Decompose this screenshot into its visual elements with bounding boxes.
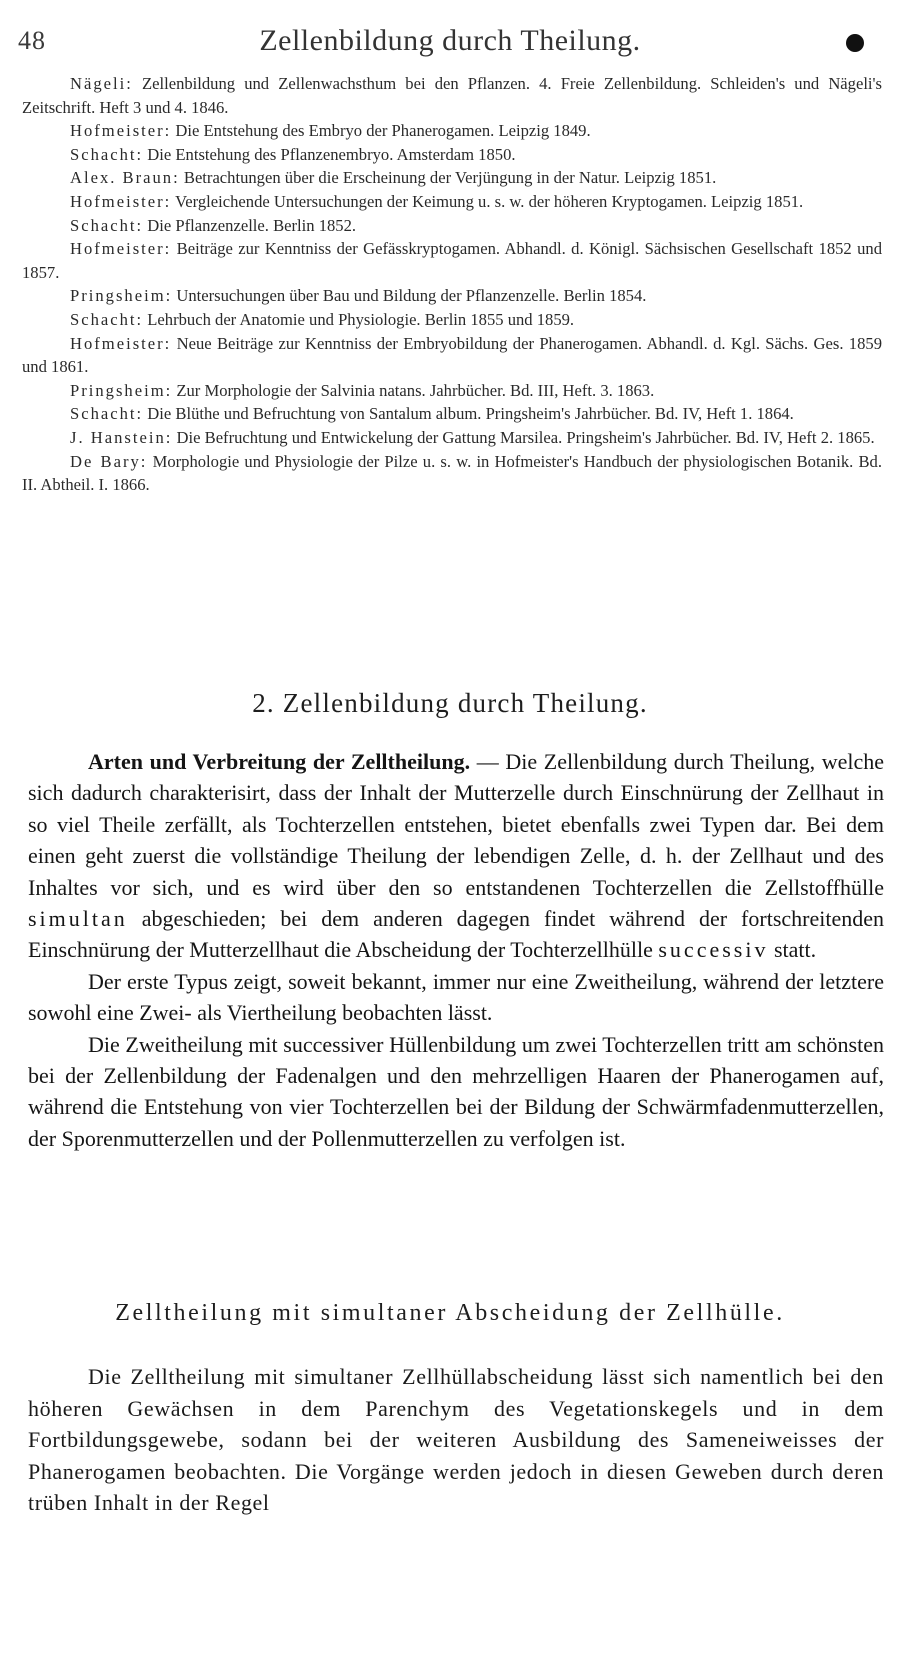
bibliography-author: J. Hanstein: bbox=[70, 427, 173, 447]
bibliography-entry bbox=[22, 402, 882, 426]
bibliography-entry bbox=[22, 308, 882, 332]
emphasis-text: successiv bbox=[658, 937, 769, 963]
body-paragraph: Die Zelltheilung mit simultaner Zellhüllabscheidung lässt sich namentlich bei den höheren Gewächsen in dem Parenchym des Vegetationskegels und in dem Fortbildungsgewebe, sodann bei der weiteren Ausbildung des Sameneiweisses der Phanerogamen beobachten. Die Vorgänge werden jedoch in diesen Geweben durch deren trüben Inhalt in der Regel bbox=[28, 1364, 884, 1516]
bibliography-text: Lehrbuch der Anatomie und Physiologie. Berlin 1855 und 1859. bbox=[147, 309, 575, 329]
bibliography-author: Pringsheim: bbox=[70, 380, 173, 400]
running-title: Zellenbildung durch Theilung. bbox=[259, 24, 641, 57]
bibliography-text: Die Entstehung des Embryo der Phanerogamen. Leipzig 1849. bbox=[175, 121, 591, 141]
bibliography-author: Schacht: bbox=[70, 309, 144, 329]
bibliography-text: Die Blüthe und Befruchtung von Santalum album. Pringsheim's Jahrbücher. Bd. IV, Heft 1. 1864. bbox=[147, 404, 794, 424]
bibliography-entry bbox=[22, 450, 882, 497]
body-paragraph: Der erste Typus zeigt, soweit bekannt, immer nur eine Zweitheilung, während der letztere sowohl eine Zwei- als Viertheilung beobachten lässt. bbox=[28, 968, 884, 1026]
bibliography-text: Zellenbildung und Zellenwachsthum bei den Pflanzen. 4. Freie Zellenbildung. Schleiden's und Nägeli's Zeitschrift. Heft 3 und 4. 1846. bbox=[22, 74, 882, 117]
bibliography-entry bbox=[22, 379, 882, 403]
section-body bbox=[28, 746, 884, 1154]
bibliography-author: Pringsheim: bbox=[70, 286, 173, 306]
bibliography-entry bbox=[22, 237, 882, 284]
page-header bbox=[0, 22, 900, 62]
bibliography-author: Schacht: bbox=[70, 404, 144, 424]
bibliography-entry bbox=[22, 119, 882, 143]
paragraph-text: statt. bbox=[768, 937, 817, 963]
bibliography-entry bbox=[22, 214, 882, 238]
bibliography-text: Vergleichende Untersuchungen der Keimung u. s. w. der höheren Kryptogamen. Leipzig 1851. bbox=[175, 191, 804, 211]
paragraph-text: abgeschieden; bei dem anderen dagegen findet während der fortschreitenden Einschnürung der Mutterzellhaut die Abscheidung der Tochterzellhülle bbox=[28, 906, 884, 963]
body-paragraph: Die Zweitheilung mit successiver Hüllenbildung um zwei Tochterzellen tritt am schönsten bei der Zellenbildung der Fadenalgen und den mehrzelligen Haaren der Phanerogamen auf, während die Entstehung von vier Tochterzellen bei der Bildung der Schwärmfadenmutterzellen, der Sporenmutterzellen und der Pollenmutterzellen zu verfolgen ist. bbox=[28, 1031, 884, 1151]
bibliography-entry bbox=[22, 166, 882, 190]
bibliography-entry bbox=[22, 190, 882, 214]
section-heading: 2. Zellenbildung durch Theilung. bbox=[252, 688, 648, 718]
bibliography-author: Hofmeister: bbox=[70, 121, 172, 141]
subsection-body bbox=[28, 1361, 884, 1519]
bibliography-text: Morphologie und Physiologie der Pilze u. s. w. in Hofmeister's Handbuch der physiologischen Botanik. Bd. II. Abtheil. I. 1866. bbox=[22, 451, 882, 495]
ink-blot-mark bbox=[846, 34, 864, 52]
bibliography-text: Die Befruchtung und Entwickelung der Gattung Marsilea. Pringsheim's Jahrbücher. Bd. IV, Heft 2. 1865. bbox=[176, 427, 875, 447]
bibliography-author: Schacht: bbox=[70, 144, 144, 164]
bibliography-text: Die Pflanzenzelle. Berlin 1852. bbox=[147, 215, 357, 235]
bibliography-entry bbox=[22, 72, 882, 119]
bibliography-author: Nägeli: bbox=[70, 74, 133, 93]
bibliography-author: Hofmeister: bbox=[70, 191, 172, 211]
emphasis-text: simultan bbox=[28, 906, 128, 932]
bibliography-entry bbox=[22, 332, 882, 379]
bibliography-text: Neue Beiträge zur Kenntniss der Embryobildung der Phanerogamen. Abhandl. d. Kgl. Sächs. Ges. 1859 und 1861. bbox=[22, 333, 882, 377]
bibliography-text: Untersuchungen über Bau und Bildung der Pflanzenzelle. Berlin 1854. bbox=[176, 286, 647, 306]
bibliography-text: Die Entstehung des Pflanzenembryo. Amsterdam 1850. bbox=[147, 144, 516, 164]
bibliography-text: Zur Morphologie der Salvinia natans. Jahrbücher. Bd. III, Heft. 3. 1863. bbox=[176, 380, 655, 400]
paragraph-text: — Die Zellenbildung durch Theilung, welche sich dadurch charakterisirt, dass der Inhalt der Mutterzelle durch Einschnürung der Zellhaut in so viel Theile zerfällt, als Tochterzellen entstehen, bietet ebenfalls zwei Typen dar. Bei dem einen geht zuerst die vollständige Theilung der lebendigen Zelle, d. h. der Zellhaut und des Inhaltes vor sich, und es wird über den so entstandenen Tochterzellen die Zellstoffhülle bbox=[28, 749, 884, 900]
bibliography-list bbox=[22, 72, 882, 497]
bibliography-author: Hofmeister: bbox=[70, 239, 172, 259]
bibliography-author: De Bary: bbox=[70, 451, 148, 471]
bibliography-entry bbox=[22, 426, 882, 450]
bibliography-text: Beiträge zur Kenntniss der Gefässkryptogamen. Abhandl. d. Königl. Sächsischen Gesellschaft 1852 und 1857. bbox=[22, 239, 882, 282]
page-number: 48 bbox=[18, 26, 46, 55]
body-paragraph bbox=[28, 746, 884, 966]
subsection-heading: Zelltheilung mit simultaner Abscheidung der Zellhülle. bbox=[115, 1300, 785, 1326]
paragraph-lead-heading: Arten und Verbreitung der Zelltheilung. bbox=[88, 749, 471, 774]
bibliography-author: Alex. Braun: bbox=[70, 168, 180, 188]
bibliography-text: Betrachtungen über die Erscheinung der Verjüngung in der Natur. Leipzig 1851. bbox=[183, 168, 717, 188]
bibliography-entry bbox=[22, 143, 882, 167]
bibliography-author: Schacht: bbox=[70, 215, 144, 235]
bibliography-entry bbox=[22, 284, 882, 308]
bibliography-author: Hofmeister: bbox=[70, 333, 172, 353]
